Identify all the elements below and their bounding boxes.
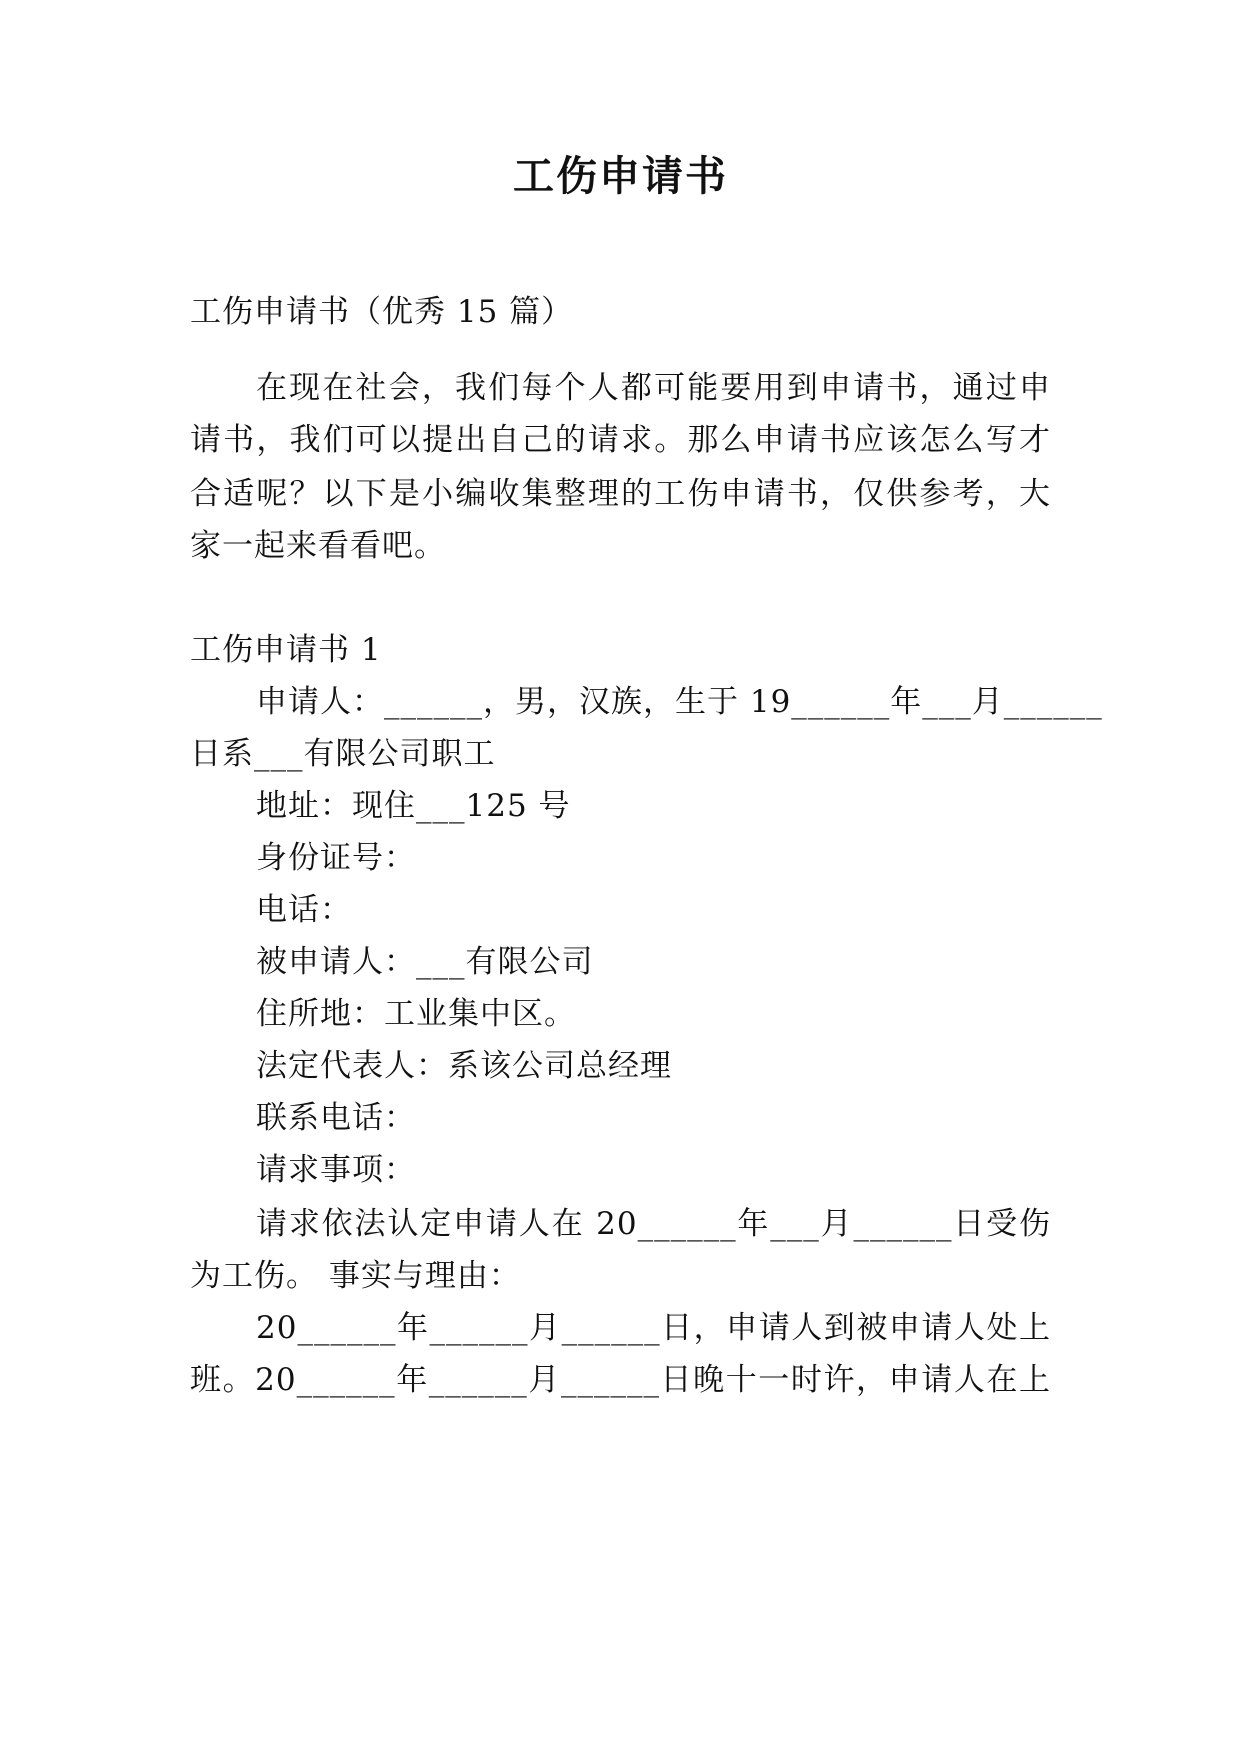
intro-line: 请书，我们可以提出自己的请求。那么申请书应该怎么写才 <box>190 422 1051 458</box>
intro-line: 家一起来看看吧。 <box>190 528 446 564</box>
body-line: 联系电话： <box>256 1100 416 1136</box>
body-line: 法定代表人：系该公司总经理 <box>256 1048 672 1084</box>
body-line: 为工伤。 事实与理由： <box>190 1258 521 1294</box>
intro-line: 合适呢？以下是小编收集整理的工伤申请书，仅供参考，大 <box>190 476 1051 512</box>
document-title: 工伤申请书 <box>513 152 728 200</box>
body-line: 日系___有限公司职工 <box>190 736 496 772</box>
document-subtitle: 工伤申请书（优秀 15 篇） <box>190 294 574 330</box>
body-line: 20______年______月______日，申请人到被申请人处上 <box>256 1310 1051 1346</box>
body-line: 班。20______年______月______日晚十一时许，申请人在上 <box>190 1362 1051 1398</box>
intro-line: 在现在社会，我们每个人都可能要用到申请书，通过申 <box>256 370 1051 406</box>
body-line: 请求事项： <box>256 1152 416 1188</box>
body-line: 请求依法认定申请人在 20______年___月______日受伤 <box>256 1206 1051 1242</box>
section-heading: 工伤申请书 1 <box>190 632 382 668</box>
body-line: 身份证号： <box>256 840 416 876</box>
body-line: 被申请人：___有限公司 <box>256 944 594 980</box>
body-line: 申请人：______，男，汉族，生于 19______年___月______ <box>256 684 1103 720</box>
body-line: 电话： <box>256 892 352 928</box>
body-line: 地址：现住___125 号 <box>256 788 571 824</box>
body-line: 住所地：工业集中区。 <box>256 996 576 1032</box>
